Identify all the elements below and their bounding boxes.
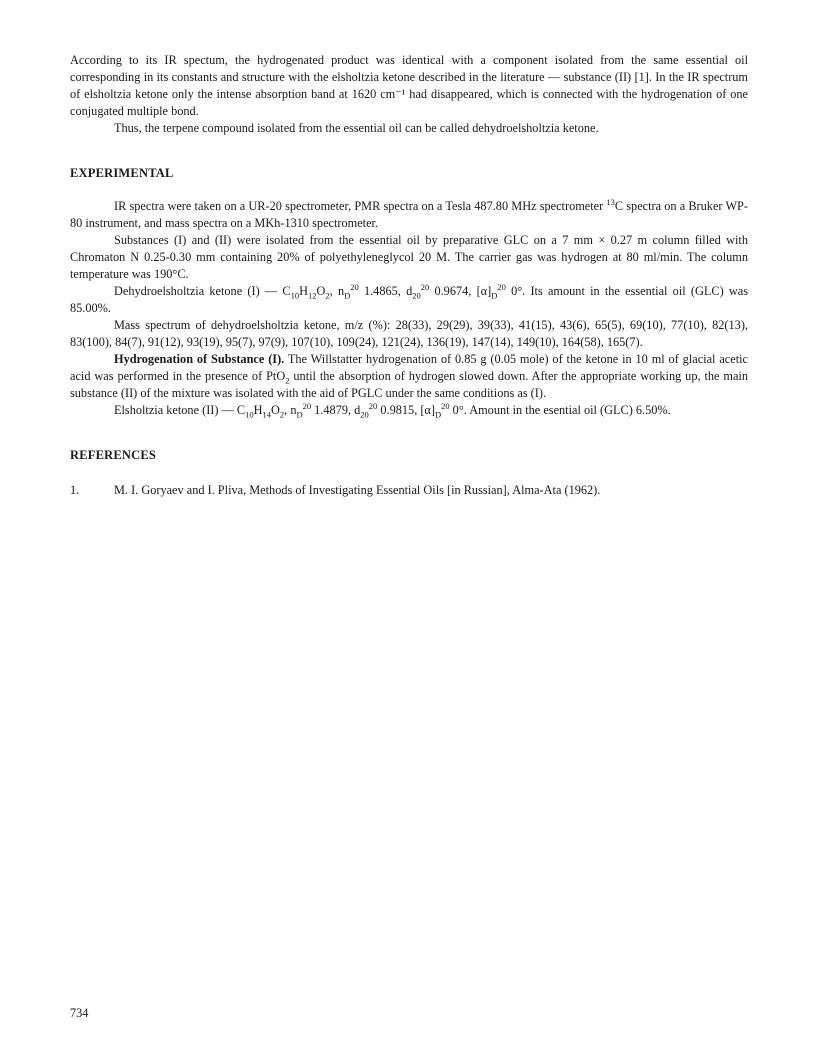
- hydrogenation-runin-heading: Hydrogenation of Substance (I).: [114, 352, 285, 366]
- mass-spectrum-paragraph: Mass spectrum of dehydroelsholtzia ketone, m/z (%): 28(33), 29(29), 39(33), 41(15), 43(6), 65(5), 69(10), 77(10), 82(13), 83(100), 84(7), 91(12), 93(19), 95(7), 97(9), 107(10), 109(24), 121(24), 136(19), 147(14), 149(10), 164(58), 165(7).: [70, 318, 748, 349]
- reference-text: M. I. Goryaev and I. Pliva, Methods of Investigating Essential Oils [in Russian], Alma-Ata (1962).: [114, 483, 601, 497]
- compound-i-constants: Dehydroelsholtzia ketone (I) — $C_{10}H_{12}O_2$, $n_D^{20}$ 1.4865, $d_{20}^{20}$ 0.9674, $[\alpha]_D^{20}$ 0°. Its amount in the essential oil (GLC) was 85.00%.: [70, 281, 749, 315]
- references-heading: REFERENCES: [70, 448, 157, 462]
- isolation-paragraph: Substances (I) and (II) were isolated from the essential oil by preparative GLC on a 7 mm × 0.27 m column filled with Chromaton N 0.25-0.30 mm containing 20% of polyethyleneglycol 20 M. The carrier gas was hydrogen at 80 ml/min. The column temperature was 190°C.: [70, 233, 748, 281]
- experimental-heading: EXPERIMENTAL: [70, 166, 174, 180]
- page-number: 734: [70, 1006, 89, 1020]
- intro-paragraph-2: Thus, the terpene compound isolated from the essential oil can be called dehydroelsholtzia ketone.: [114, 121, 599, 135]
- reference-number: 1.: [70, 483, 80, 497]
- compound-ii-constants: Elsholtzia ketone (II) — $C_{10}H_{14}O_2$, $n_D^{20}$ 1.4879, $d_{20}^{20}$ 0.9815, $[\alpha]_D^{20}$ 0°. Amount in the esential oil (GLC) 6.50%.: [114, 400, 671, 420]
- reference-item: [70, 482, 748, 499]
- page-body: [70, 52, 748, 499]
- instruments-paragraph: IR spectra were taken on a UR-20 spectrometer, PMR spectra on a Tesla 487.80 MHz spectrometer $^{13}$C spectra on a Bruker WP-80 instrument, and mass spectra on a MKh-1310 spectrometer.: [70, 196, 748, 230]
- intro-paragraph-1: According to its IR spectum, the hydrogenated product was identical with a component isolated from the same essential oil corresponding in its constants and structure with the elsholtzia ketone described in the literature — substance (II) [1]. In the IR spectrum of elsholtzia ketone only the intense absorption band at 1620 cm⁻¹ had disappeared, which is connected with the hydrogenation of one conjugated multiple bond.: [70, 53, 748, 118]
- hydrogenation-paragraph: Hydrogenation of Substance (I). The Willstatter hydrogenation of 0.85 g (0.05 mole) of the ketone in 10 ml of glacial acetic acid was performed in the presence of PtO$_2$ until the absorption of hydrogen slowed down. After the appropriate working up, the main substance (II) of the mixture was isolated with the aid of PGLC under the same conditions as (I).: [70, 352, 748, 400]
